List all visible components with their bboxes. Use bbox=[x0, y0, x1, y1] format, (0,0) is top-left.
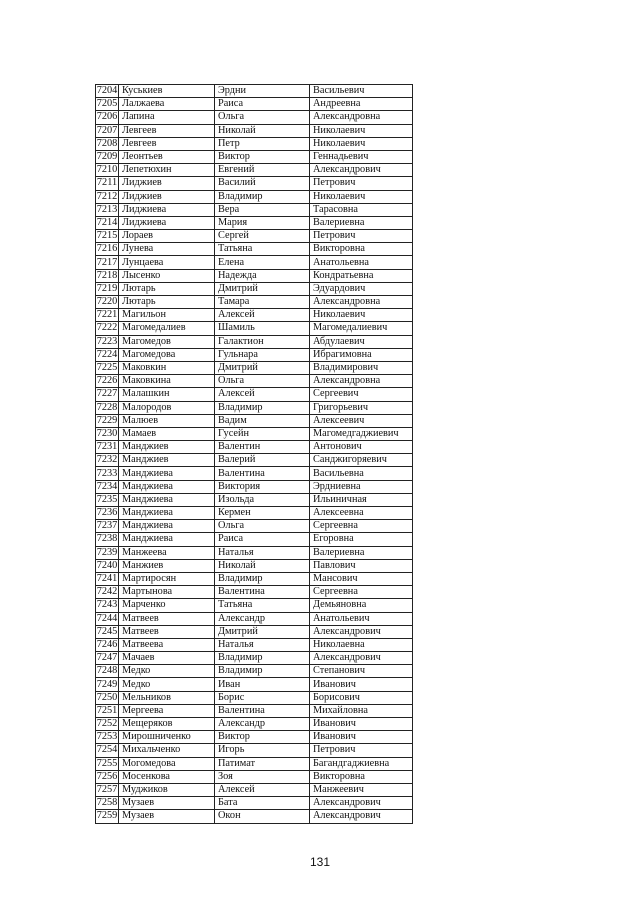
first-name-cell: Виктория bbox=[215, 480, 310, 493]
table-row bbox=[96, 177, 413, 190]
table-row bbox=[96, 454, 413, 467]
table-row bbox=[96, 744, 413, 757]
table-row bbox=[96, 770, 413, 783]
surname-cell: Магильон bbox=[119, 309, 215, 322]
surname-cell: Манджиева bbox=[119, 520, 215, 533]
surname-cell: Магомедалиев bbox=[119, 322, 215, 335]
patronymic-cell: Егоровна bbox=[310, 533, 413, 546]
row-number-cell: 7253 bbox=[96, 731, 118, 743]
row-number-cell: 7209 bbox=[96, 151, 118, 163]
patronymic-cell: Петрович bbox=[310, 230, 413, 243]
patronymic-cell: Мансович bbox=[310, 572, 413, 585]
table-row bbox=[96, 678, 413, 691]
row-number-cell: 7237 bbox=[96, 520, 118, 532]
patronymic-cell: Магомедгаджиевич bbox=[310, 427, 413, 440]
row-number-cell: 7220 bbox=[96, 296, 118, 308]
patronymic-cell: Павлович bbox=[310, 559, 413, 572]
table-row bbox=[96, 441, 413, 454]
patronymic-cell: Сергеевна bbox=[310, 520, 413, 533]
table-row bbox=[96, 757, 413, 770]
first-name-cell: Дмитрий bbox=[215, 361, 310, 374]
table-row bbox=[96, 546, 413, 559]
surname-cell: Лалжаева bbox=[119, 98, 215, 111]
surname-cell: Матвеева bbox=[119, 638, 215, 651]
first-name-cell: Петр bbox=[215, 137, 310, 150]
table-row bbox=[96, 810, 413, 823]
surname-cell: Марченко bbox=[119, 599, 215, 612]
table-row bbox=[96, 638, 413, 651]
surname-cell: Магомедова bbox=[119, 348, 215, 361]
first-name-cell: Ольга bbox=[215, 375, 310, 388]
surname-cell: Муджиков bbox=[119, 783, 215, 796]
table-row bbox=[96, 111, 413, 124]
patronymic-cell: Андреевна bbox=[310, 98, 413, 111]
first-name-cell: Кермен bbox=[215, 507, 310, 520]
row-number-cell: 7242 bbox=[96, 586, 118, 598]
patronymic-cell: Тарасовна bbox=[310, 203, 413, 216]
patronymic-cell: Васильевна bbox=[310, 467, 413, 480]
patronymic-cell: Николаевич bbox=[310, 309, 413, 322]
patronymic-cell: Александровна bbox=[310, 111, 413, 124]
patronymic-cell: Викторовна bbox=[310, 243, 413, 256]
patronymic-cell: Григорьевич bbox=[310, 401, 413, 414]
first-name-cell: Николай bbox=[215, 124, 310, 137]
first-name-cell: Сергей bbox=[215, 230, 310, 243]
table-row bbox=[96, 704, 413, 717]
row-number-cell: 7226 bbox=[96, 375, 118, 387]
first-name-cell: Алексей bbox=[215, 783, 310, 796]
first-name-cell: Татьяна bbox=[215, 243, 310, 256]
first-name-cell: Игорь bbox=[215, 744, 310, 757]
names-table bbox=[95, 84, 413, 824]
surname-cell: Медко bbox=[119, 665, 215, 678]
row-number-cell: 7208 bbox=[96, 137, 118, 149]
patronymic-cell: Ибрагимовна bbox=[310, 348, 413, 361]
table-row bbox=[96, 269, 413, 282]
surname-cell: Малородов bbox=[119, 401, 215, 414]
surname-cell: Маковкина bbox=[119, 375, 215, 388]
row-number-cell: 7219 bbox=[96, 282, 118, 294]
surname-cell: Мосенкова bbox=[119, 770, 215, 783]
surname-cell: Манджиева bbox=[119, 480, 215, 493]
patronymic-cell: Абдулаевич bbox=[310, 335, 413, 348]
surname-cell: Лунцаева bbox=[119, 256, 215, 269]
patronymic-cell: Александрович bbox=[310, 164, 413, 177]
row-number-cell: 7243 bbox=[96, 599, 118, 611]
row-number-cell: 7250 bbox=[96, 691, 118, 703]
surname-cell: Мартынова bbox=[119, 586, 215, 599]
surname-cell: Мергеева bbox=[119, 704, 215, 717]
surname-cell: Манджиева bbox=[119, 533, 215, 546]
surname-cell: Матвеев bbox=[119, 612, 215, 625]
first-name-cell: Николай bbox=[215, 559, 310, 572]
row-number-cell: 7213 bbox=[96, 203, 118, 215]
patronymic-cell: Алексеевна bbox=[310, 507, 413, 520]
first-name-cell: Алексей bbox=[215, 309, 310, 322]
patronymic-cell: Анатольевич bbox=[310, 612, 413, 625]
first-name-cell: Валерий bbox=[215, 454, 310, 467]
first-name-cell: Борис bbox=[215, 691, 310, 704]
surname-cell: Мирошниченко bbox=[119, 731, 215, 744]
patronymic-cell: Васильевич bbox=[310, 85, 413, 98]
row-number-cell: 7221 bbox=[96, 309, 118, 321]
first-name-cell: Раиса bbox=[215, 98, 310, 111]
patronymic-cell: Александрович bbox=[310, 652, 413, 665]
patronymic-cell: Валериевна bbox=[310, 546, 413, 559]
first-name-cell: Дмитрий bbox=[215, 282, 310, 295]
patronymic-cell: Викторовна bbox=[310, 770, 413, 783]
row-number-cell: 7225 bbox=[96, 362, 118, 374]
patronymic-cell: Владимирович bbox=[310, 361, 413, 374]
surname-cell: Манджиев bbox=[119, 454, 215, 467]
row-number-cell: 7252 bbox=[96, 718, 118, 730]
row-number-cell: 7238 bbox=[96, 533, 118, 545]
table-row bbox=[96, 612, 413, 625]
table-row bbox=[96, 296, 413, 309]
first-name-cell: Дмитрий bbox=[215, 625, 310, 638]
patronymic-cell: Александровна bbox=[310, 375, 413, 388]
first-name-cell: Тамара bbox=[215, 296, 310, 309]
first-name-cell: Василий bbox=[215, 177, 310, 190]
first-name-cell: Валентин bbox=[215, 441, 310, 454]
first-name-cell: Галактион bbox=[215, 335, 310, 348]
surname-cell: Манджиева bbox=[119, 507, 215, 520]
patronymic-cell: Николаевна bbox=[310, 638, 413, 651]
surname-cell: Лиджиев bbox=[119, 190, 215, 203]
patronymic-cell: Михайловна bbox=[310, 704, 413, 717]
table-row bbox=[96, 533, 413, 546]
table-row bbox=[96, 599, 413, 612]
surname-cell: Мартиросян bbox=[119, 572, 215, 585]
table-row bbox=[96, 375, 413, 388]
table-row bbox=[96, 718, 413, 731]
patronymic-cell: Александрович bbox=[310, 625, 413, 638]
table-row bbox=[96, 572, 413, 585]
row-number-cell: 7210 bbox=[96, 164, 118, 176]
surname-cell: Манджиева bbox=[119, 467, 215, 480]
row-number-cell: 7205 bbox=[96, 98, 118, 110]
first-name-cell: Изольда bbox=[215, 493, 310, 506]
row-number-cell: 7240 bbox=[96, 559, 118, 571]
first-name-cell: Владимир bbox=[215, 401, 310, 414]
row-number-cell: 7259 bbox=[96, 810, 118, 822]
row-number-cell: 7224 bbox=[96, 348, 118, 360]
first-name-cell: Валентина bbox=[215, 467, 310, 480]
first-name-cell: Владимир bbox=[215, 665, 310, 678]
surname-cell: Мещеряков bbox=[119, 718, 215, 731]
row-number-cell: 7244 bbox=[96, 612, 118, 624]
row-number-cell: 7251 bbox=[96, 704, 118, 716]
surname-cell: Медко bbox=[119, 678, 215, 691]
surname-cell: Лапина bbox=[119, 111, 215, 124]
first-name-cell: Окон bbox=[215, 810, 310, 823]
first-name-cell: Вера bbox=[215, 203, 310, 216]
patronymic-cell: Алексеевич bbox=[310, 414, 413, 427]
surname-cell: Малашкин bbox=[119, 388, 215, 401]
first-name-cell: Евгений bbox=[215, 164, 310, 177]
surname-cell: Манджиева bbox=[119, 493, 215, 506]
first-name-cell: Елена bbox=[215, 256, 310, 269]
row-number-cell: 7256 bbox=[96, 770, 118, 782]
first-name-cell: Зоя bbox=[215, 770, 310, 783]
names-table-body bbox=[96, 85, 413, 824]
table-row bbox=[96, 150, 413, 163]
patronymic-cell: Сергеевич bbox=[310, 388, 413, 401]
patronymic-cell: Манжеевич bbox=[310, 783, 413, 796]
row-number-cell: 7232 bbox=[96, 454, 118, 466]
patronymic-cell: Кондратьевна bbox=[310, 269, 413, 282]
row-number-cell: 7217 bbox=[96, 256, 118, 268]
surname-cell: Лютарь bbox=[119, 282, 215, 295]
first-name-cell: Патимат bbox=[215, 757, 310, 770]
surname-cell: Лиджиева bbox=[119, 203, 215, 216]
row-number-cell: 7216 bbox=[96, 243, 118, 255]
table-row bbox=[96, 731, 413, 744]
patronymic-cell: Иванович bbox=[310, 731, 413, 744]
row-number-cell: 7215 bbox=[96, 230, 118, 242]
surname-cell: Лютарь bbox=[119, 296, 215, 309]
patronymic-cell: Петрович bbox=[310, 744, 413, 757]
table-row bbox=[96, 665, 413, 678]
patronymic-cell: Багандгаджиевна bbox=[310, 757, 413, 770]
first-name-cell: Ольга bbox=[215, 111, 310, 124]
table-row bbox=[96, 256, 413, 269]
row-number-cell: 7231 bbox=[96, 441, 118, 453]
first-name-cell: Эрдни bbox=[215, 85, 310, 98]
row-number-cell: 7211 bbox=[96, 177, 118, 189]
table-row bbox=[96, 507, 413, 520]
first-name-cell: Бата bbox=[215, 797, 310, 810]
row-number-cell: 7207 bbox=[96, 124, 118, 136]
first-name-cell: Владимир bbox=[215, 572, 310, 585]
first-name-cell: Надежда bbox=[215, 269, 310, 282]
patronymic-cell: Антонович bbox=[310, 441, 413, 454]
row-number-cell: 7239 bbox=[96, 546, 118, 558]
patronymic-cell: Санджигоряевич bbox=[310, 454, 413, 467]
patronymic-cell: Николаевич bbox=[310, 190, 413, 203]
first-name-cell: Гусейн bbox=[215, 427, 310, 440]
row-number-cell: 7247 bbox=[96, 652, 118, 664]
first-name-cell: Александр bbox=[215, 612, 310, 625]
row-number-cell: 7255 bbox=[96, 757, 118, 769]
table-row bbox=[96, 691, 413, 704]
surname-cell: Михальченко bbox=[119, 744, 215, 757]
table-row bbox=[96, 414, 413, 427]
first-name-cell: Валентина bbox=[215, 704, 310, 717]
row-number-cell: 7206 bbox=[96, 111, 118, 123]
row-number-cell: 7230 bbox=[96, 427, 118, 439]
row-number-cell: 7236 bbox=[96, 507, 118, 519]
surname-cell: Матвеев bbox=[119, 625, 215, 638]
table-row bbox=[96, 137, 413, 150]
row-number-cell: 7246 bbox=[96, 638, 118, 650]
row-number-cell: 7241 bbox=[96, 573, 118, 585]
row-number-cell: 7204 bbox=[96, 85, 118, 97]
surname-cell: Левгеев bbox=[119, 124, 215, 137]
row-number-cell: 7245 bbox=[96, 625, 118, 637]
row-number-cell: 7235 bbox=[96, 493, 118, 505]
patronymic-cell: Петрович bbox=[310, 177, 413, 190]
table-row bbox=[96, 520, 413, 533]
row-number-cell: 7248 bbox=[96, 665, 118, 677]
table-row bbox=[96, 625, 413, 638]
surname-cell: Манжеева bbox=[119, 546, 215, 559]
first-name-cell: Татьяна bbox=[215, 599, 310, 612]
table-row bbox=[96, 652, 413, 665]
patronymic-cell: Ильиничная bbox=[310, 493, 413, 506]
table-row bbox=[96, 216, 413, 229]
row-number-cell: 7233 bbox=[96, 467, 118, 479]
patronymic-cell: Александровна bbox=[310, 296, 413, 309]
row-number-cell: 7228 bbox=[96, 401, 118, 413]
row-number-cell: 7254 bbox=[96, 744, 118, 756]
surname-cell: Мельников bbox=[119, 691, 215, 704]
first-name-cell: Наталья bbox=[215, 638, 310, 651]
row-number-cell: 7223 bbox=[96, 335, 118, 347]
patronymic-cell: Сергеевна bbox=[310, 586, 413, 599]
patronymic-cell: Александрович bbox=[310, 797, 413, 810]
surname-cell: Манджиев bbox=[119, 441, 215, 454]
table-row bbox=[96, 427, 413, 440]
surname-cell: Могомедова bbox=[119, 757, 215, 770]
first-name-cell: Владимир bbox=[215, 190, 310, 203]
first-name-cell: Виктор bbox=[215, 150, 310, 163]
table-row bbox=[96, 335, 413, 348]
surname-cell: Лиджиева bbox=[119, 216, 215, 229]
row-number-cell: 7214 bbox=[96, 216, 118, 228]
table-row bbox=[96, 124, 413, 137]
table-row bbox=[96, 190, 413, 203]
patronymic-cell: Валериевна bbox=[310, 216, 413, 229]
first-name-cell: Раиса bbox=[215, 533, 310, 546]
first-name-cell: Иван bbox=[215, 678, 310, 691]
surname-cell: Леонтьев bbox=[119, 150, 215, 163]
table-row bbox=[96, 243, 413, 256]
surname-cell: Музаев bbox=[119, 797, 215, 810]
row-number-cell: 7258 bbox=[96, 797, 118, 809]
surname-cell: Магомедов bbox=[119, 335, 215, 348]
surname-cell: Малюев bbox=[119, 414, 215, 427]
patronymic-cell: Демьяновна bbox=[310, 599, 413, 612]
surname-cell: Лепетюхин bbox=[119, 164, 215, 177]
row-number-cell: 7249 bbox=[96, 678, 118, 690]
table-row bbox=[96, 401, 413, 414]
table-row bbox=[96, 85, 413, 98]
table-row bbox=[96, 164, 413, 177]
first-name-cell: Шамиль bbox=[215, 322, 310, 335]
row-number-cell: 7212 bbox=[96, 190, 118, 202]
surname-cell: Лысенко bbox=[119, 269, 215, 282]
table-row bbox=[96, 322, 413, 335]
first-name-cell: Валентина bbox=[215, 586, 310, 599]
table-row bbox=[96, 309, 413, 322]
table-row bbox=[96, 230, 413, 243]
surname-cell: Куськиев bbox=[119, 85, 215, 98]
row-number-cell: 7222 bbox=[96, 322, 118, 334]
surname-cell: Маковкин bbox=[119, 361, 215, 374]
table-row bbox=[96, 559, 413, 572]
table-row bbox=[96, 493, 413, 506]
first-name-cell: Владимир bbox=[215, 652, 310, 665]
surname-cell: Манжиев bbox=[119, 559, 215, 572]
surname-cell: Мачаев bbox=[119, 652, 215, 665]
first-name-cell: Наталья bbox=[215, 546, 310, 559]
table-row bbox=[96, 586, 413, 599]
table-row bbox=[96, 480, 413, 493]
table-row bbox=[96, 388, 413, 401]
surname-cell: Музаев bbox=[119, 810, 215, 823]
page-number: 131 bbox=[309, 855, 331, 869]
patronymic-cell: Николаевич bbox=[310, 137, 413, 150]
surname-cell: Лиджиев bbox=[119, 177, 215, 190]
row-number-cell: 7229 bbox=[96, 414, 118, 426]
patronymic-cell: Магомедалиевич bbox=[310, 322, 413, 335]
table-row bbox=[96, 348, 413, 361]
row-number-cell: 7227 bbox=[96, 388, 118, 400]
surname-cell: Лораев bbox=[119, 230, 215, 243]
patronymic-cell: Борисович bbox=[310, 691, 413, 704]
first-name-cell: Вадим bbox=[215, 414, 310, 427]
patronymic-cell: Иванович bbox=[310, 718, 413, 731]
row-number-cell: 7234 bbox=[96, 480, 118, 492]
patronymic-cell: Степанович bbox=[310, 665, 413, 678]
first-name-cell: Мария bbox=[215, 216, 310, 229]
surname-cell: Мамаев bbox=[119, 427, 215, 440]
first-name-cell: Алексей bbox=[215, 388, 310, 401]
surname-cell: Левгеев bbox=[119, 137, 215, 150]
first-name-cell: Александр bbox=[215, 718, 310, 731]
surname-cell: Лунева bbox=[119, 243, 215, 256]
table-row bbox=[96, 783, 413, 796]
table-row bbox=[96, 203, 413, 216]
patronymic-cell: Геннадьевич bbox=[310, 150, 413, 163]
row-number-cell: 7257 bbox=[96, 784, 118, 796]
first-name-cell: Ольга bbox=[215, 520, 310, 533]
patronymic-cell: Иванович bbox=[310, 678, 413, 691]
patronymic-cell: Эдуардович bbox=[310, 282, 413, 295]
table-row bbox=[96, 797, 413, 810]
patronymic-cell: Анатольевна bbox=[310, 256, 413, 269]
table-row bbox=[96, 282, 413, 295]
first-name-cell: Виктор bbox=[215, 731, 310, 744]
patronymic-cell: Эрдниевна bbox=[310, 480, 413, 493]
patronymic-cell: Николаевич bbox=[310, 124, 413, 137]
patronymic-cell: Александрович bbox=[310, 810, 413, 823]
first-name-cell: Гульнара bbox=[215, 348, 310, 361]
table-row bbox=[96, 361, 413, 374]
row-number-cell: 7218 bbox=[96, 269, 118, 281]
table-row bbox=[96, 467, 413, 480]
table-row bbox=[96, 98, 413, 111]
